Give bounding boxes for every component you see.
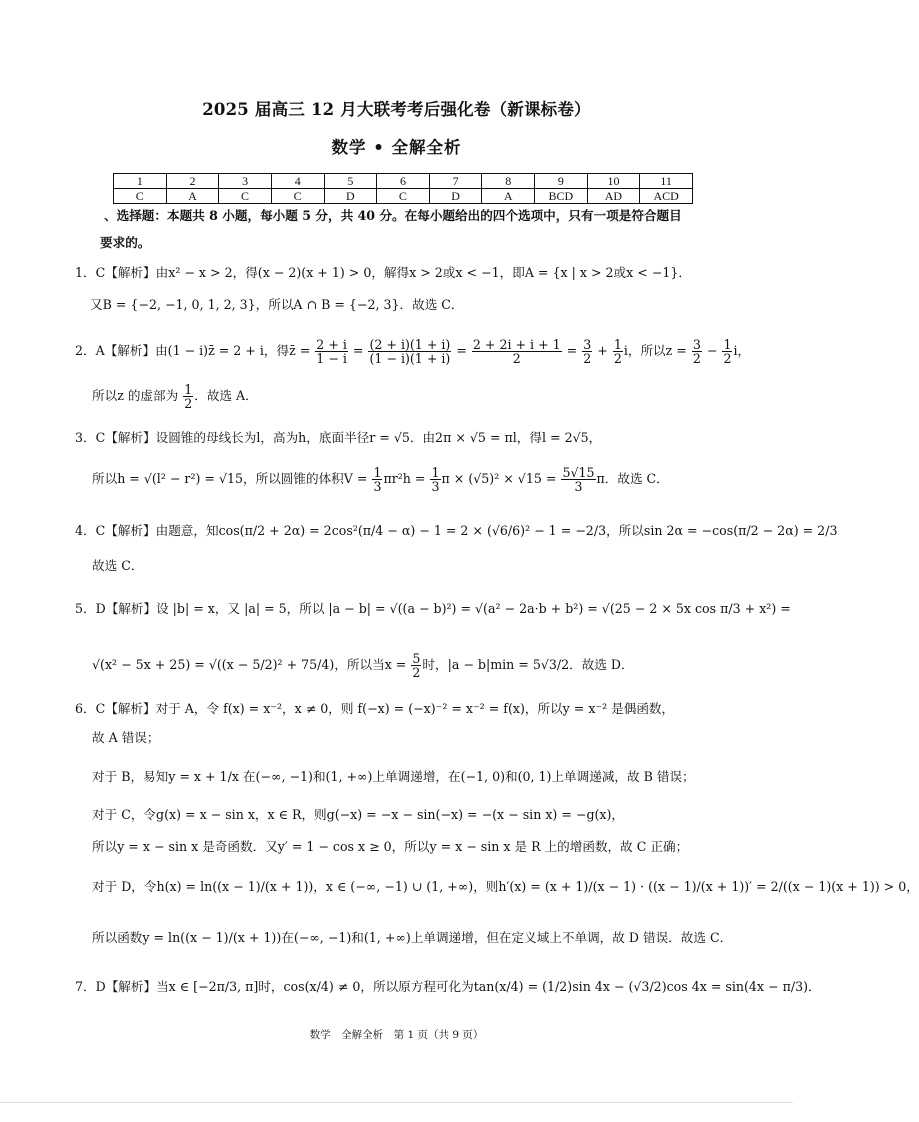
solution-1-line1: 1．C【解析】由x² − x > 2，得(x − 2)(x + 1) > 0，解得x > 2或x < −1，即A = {x | x > 2或x < −1}．: [75, 265, 691, 280]
numerator: 3: [583, 337, 592, 352]
numerator: 1: [723, 337, 732, 352]
answer-cell: AD: [587, 189, 640, 204]
solution-2-lead: 2．A【解析】由(1 − i)z̄ = 2 + i，得z̄ =: [75, 343, 311, 358]
question-number: 7: [429, 174, 482, 189]
solution-2-line2: [92, 383, 885, 410]
page-title: 2025 届高三 12 月大联考考后强化卷（新课标卷）: [202, 100, 591, 119]
numerator: 1: [613, 337, 622, 352]
fraction: [582, 338, 592, 365]
bottom-divider: [0, 1102, 793, 1103]
numerator: 5√15: [562, 465, 595, 480]
numerator: 1: [184, 382, 193, 397]
answer-cell: C: [377, 189, 430, 204]
fraction: [368, 338, 451, 365]
denominator: 3: [574, 479, 583, 494]
denominator: 2: [692, 351, 701, 366]
answer-cell: C: [114, 189, 167, 204]
question-number: 3: [219, 174, 272, 189]
fraction: [472, 338, 562, 365]
solution-2-end: i，: [733, 343, 751, 358]
solution-3-b-mid: πr²h =: [383, 471, 426, 486]
numerator: 5: [412, 651, 421, 666]
solution-5-line1: 5．D【解析】设 |b| = x，又 |a| = 5，所以 |a − b| = √((a − b)²) = √(a² − 2a·b + b²) = √(25 − 2 × 5x cos π/3 + x²) =: [75, 601, 791, 616]
fraction: [315, 338, 348, 365]
denominator: 2: [512, 351, 521, 366]
answer-cell: C: [271, 189, 324, 204]
solution-5-b-end: 时，|a − b|min = 5√3/2．故选 D．: [422, 657, 634, 672]
solution-5-b-lead: √(x² − 5x + 25) = √((x − 5/2)² + 75/4)，所以当x =: [92, 657, 407, 672]
denominator: 2: [723, 351, 732, 366]
section-heading: 、选择题：本题共 8 小题，每小题 5 分，共 40 分。在每小题给出的四个选项中，只有一项是符合题目: [104, 208, 682, 223]
denominator: 2: [412, 665, 421, 680]
solution-1-line2: 又B = {−2, −1, 0, 1, 2, 3}，所以A ∩ B = {−2, 3}．故选 C．: [90, 297, 464, 312]
section-heading-cont: 要求的。: [100, 235, 151, 250]
answer-table-numbers: [114, 174, 693, 189]
question-number: 1: [114, 174, 167, 189]
answer-cell: C: [219, 189, 272, 204]
question-number: 6: [377, 174, 430, 189]
solution-3-b-mid2: π × (√5)² × √15 =: [441, 471, 557, 486]
answer-cell: D: [429, 189, 482, 204]
solution-4-line2: 故选 C．: [92, 558, 144, 573]
answer-cell: BCD: [535, 189, 588, 204]
fraction: [722, 338, 732, 365]
solution-3-b-end: π．故选 C．: [596, 471, 669, 486]
solution-2-b-lead: 所以z 的虚部为: [92, 388, 179, 403]
denominator: (1 − i)(1 + i): [369, 351, 451, 366]
numerator: 3: [692, 337, 701, 352]
question-number: 11: [640, 174, 693, 189]
solution-4-line1: 4．C【解析】由题意，知cos(π/2 + 2α) = 2cos²(π/4 − α) − 1 = 2 × (√6/6)² − 1 = −2/3，所以sin 2α = −cos(π/2 − 2α) = 2/3: [75, 523, 838, 538]
solution-2-b-end: ．故选 A．: [194, 388, 258, 403]
answer-cell: ACD: [640, 189, 693, 204]
numerator: 2 + 2i + i + 1: [472, 337, 561, 352]
answer-cell: A: [482, 189, 535, 204]
fraction: [411, 652, 421, 679]
solution-3-line1: 3．C【解析】设圆锥的母线长为l，高为h，底面半径r = √5．由2π × √5 = πl，得l = 2√5，: [75, 430, 602, 445]
answer-table-answers: [114, 189, 693, 204]
answer-cell: A: [166, 189, 219, 204]
question-number: 10: [587, 174, 640, 189]
fraction: [561, 466, 595, 493]
solution-6-line1: 6．C【解析】对于 A，令 f(x) = x⁻²，x ≠ 0，则 f(−x) = (−x)⁻² = x⁻² = f(x)，所以y = x⁻² 是偶函数，: [75, 701, 675, 716]
question-number: 8: [482, 174, 535, 189]
solution-2-tail: ，所以z =: [627, 343, 687, 358]
numerator: (2 + i)(1 + i): [369, 337, 451, 352]
solution-5-line2: [92, 652, 885, 679]
fraction: $\frac{1}{3}$: [373, 465, 382, 494]
solution-6-line4: 对于 C，令g(x) = x − sin x，x ∈ R，则g(−x) = −x − sin(−x) = −(x − sin x) = −g(x)，: [92, 807, 625, 822]
solution-6-line6: 对于 D，令h(x) = ln((x − 1)/(x + 1))，x ∈ (−∞, −1) ∪ (1, +∞)，则h′(x) = (x + 1)/(x − 1) · ((x − 1)/(x + 1))′ = 2/((x − 1)(x + 1)) > 0，: [92, 879, 919, 894]
denominator: 2: [184, 396, 193, 411]
solution-3-b-lead: 所以h = √(l² − r²) = √15，所以圆锥的体积V =: [92, 471, 368, 486]
solution-2-line1: 2．A【解析】由(1 − i)z̄ = 2 + i，得z̄ = $\frac{2 + i}{1 - i}$ = $\frac{(2 + i)(1 + i)}{(1 - i)(1 + i)}$ = $\frac{2 + 2i + i + 1}{2}$ = $\frac{3}{2}$ + $\frac{1}{2}$ i，所以z = $\frac{3}{2}$ − $\frac{1}{2}$ i，: [75, 337, 751, 366]
fraction: $\frac{1}{3}$: [431, 465, 440, 494]
fraction: [613, 338, 623, 365]
question-number: 4: [271, 174, 324, 189]
fraction: [692, 338, 702, 365]
denominator: 2: [583, 351, 592, 366]
solution-7-line1: 7．D【解析】当x ∈ [−2π/3, π]时，cos(x/4) ≠ 0，所以原方程可化为tan(x/4) = (1/2)sin 4x − (√3/2)cos 4x = sin(4x − π/3)．: [75, 979, 821, 994]
page-footer: 数学 全解全析 第 1 页（共 9 页）: [309, 1029, 484, 1041]
solution-6-line7: 所以函数y = ln((x − 1)/(x + 1))在(−∞, −1)和(1, +∞)上单调递增，但在定义域上不单调，故 D 错误．故选 C．: [92, 930, 733, 945]
denominator: 2: [613, 351, 622, 366]
question-number: 5: [324, 174, 377, 189]
solution-6-line2: 故 A 错误；: [92, 730, 160, 745]
denominator: 1 − i: [316, 351, 347, 366]
solution-6-line3: 对于 B，易知y = x + 1/x 在(−∞, −1)和(1, +∞)上单调递增，在(−1, 0)和(0, 1)上单调递减，故 B 错误；: [92, 769, 695, 784]
fraction: [183, 383, 193, 410]
solution-6-line5: 所以y = x − sin x 是奇函数．又y′ = 1 − cos x ≥ 0，所以y = x − sin x 是 R 上的增函数，故 C 正确；: [92, 839, 689, 854]
page-subtitle: 数学 • 全解全析: [331, 138, 462, 157]
answer-table: [113, 173, 693, 204]
question-number: 2: [166, 174, 219, 189]
question-number: 9: [535, 174, 588, 189]
numerator: 2 + i: [316, 337, 347, 352]
answer-cell: D: [324, 189, 377, 204]
solution-3-line2: [92, 466, 885, 493]
